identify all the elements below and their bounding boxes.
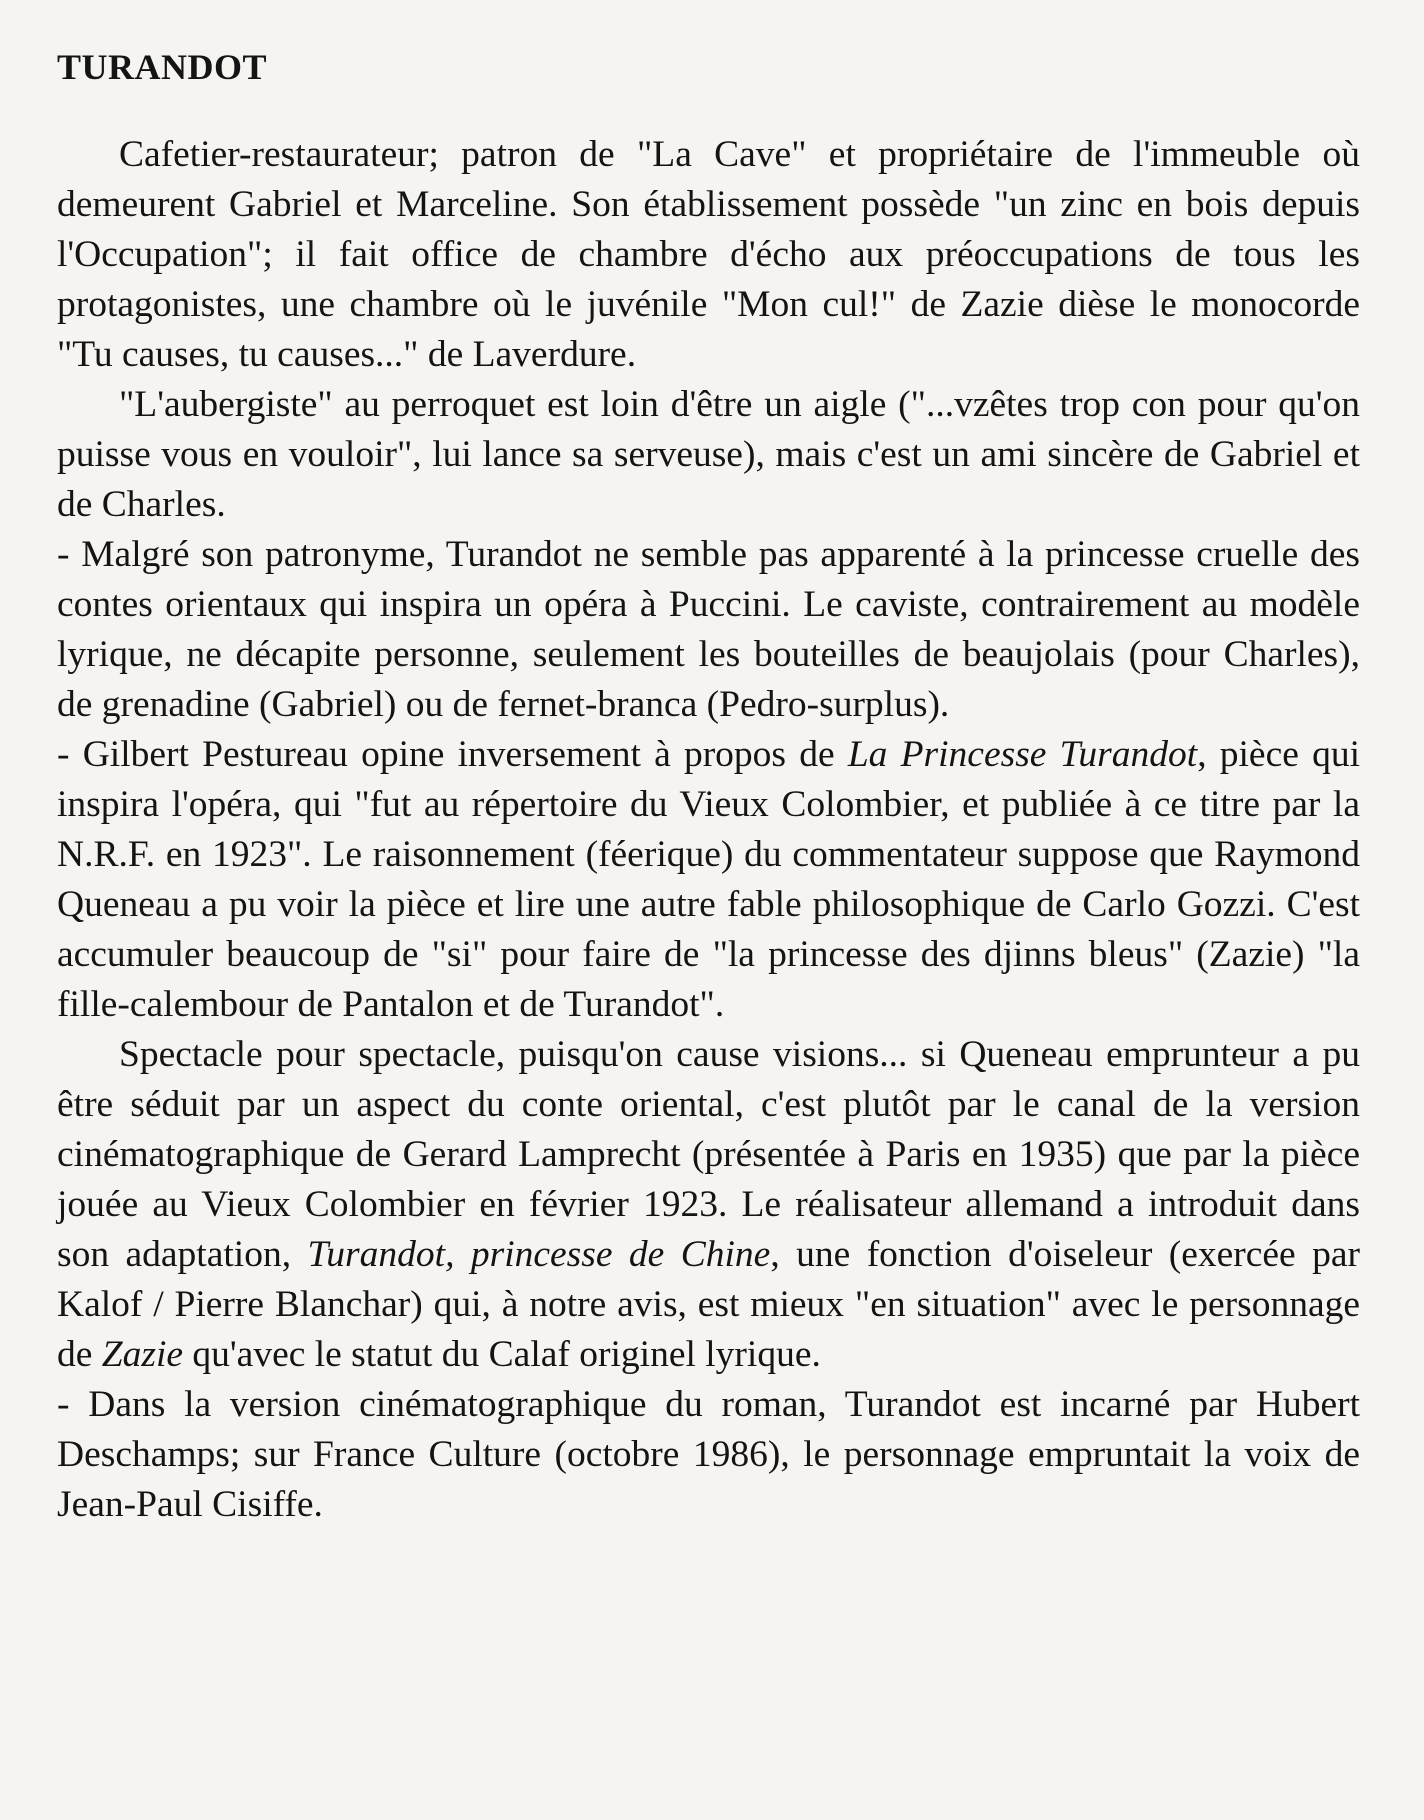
paragraph-4-text-b: , pièce qui inspira l'opéra, qui "fut au répertoire du Vieux Colombier, et publiée à ce titre par la N.R.F. en 1923". Le raisonnement (féerique) du commentateur suppose que Raymond Queneau a pu voir la pièce et lire une autre fable philosophique de Carlo Gozzi. C'est accumuler beaucoup de "si" pour faire de "la princesse des djinns bleus" (Zazie) "la fille-calembour de Pantalon et de Turandot". — [57, 734, 1360, 1026]
paragraph-4-text-a: - Gilbert Pestureau opine inversement à propos de — [57, 734, 848, 776]
paragraph-2: "L'aubergiste" au perroquet est loin d'être un aigle ("...vzêtes trop con pour qu'on puisse vous en vouloir", lui lance sa serveuse), mais c'est un ami sincère de Gabriel et de Charles. — [57, 384, 1360, 526]
paragraph-5-text-c: qu'avec le statut du Calaf originel lyrique. — [183, 1334, 821, 1376]
paragraph-1: Cafetier-restaurateur; patron de "La Cave" et propriétaire de l'immeuble où demeurent Gabriel et Marceline. Son établissement possède "un zinc en bois depuis l'Occupation"; il fait office de chambre d'écho aux préoccupations de tous les protagonistes, une chambre où le juvénile "Mon cul!" de Zazie dièse le monocorde "Tu causes, tu causes..." de Laverdure. — [57, 134, 1360, 376]
paragraph-5 — [57, 1030, 1360, 1380]
paragraph-4 — [57, 730, 1360, 1030]
paragraph-5-italic-zazie: Zazie — [101, 1334, 184, 1376]
paragraph-5-text-a: Spectacle pour spectacle, puisqu'on cause visions... si Queneau emprunteur a pu être séduit par un aspect du conte oriental, c'est plutôt par le canal de la version cinématographique de Gerard Lamprecht (présentée à Paris en 1935) que par la pièce jouée au Vieux Colombier en février 1923. Le réalisateur allemand a introduit dans son adaptation, — [57, 1034, 1360, 1276]
paragraph-6: - Dans la version cinématographique du roman, Turandot est incarné par Hubert Deschamps; sur France Culture (octobre 1986), le personnage empruntait la voix de Jean-Paul Cisiffe. — [57, 1384, 1360, 1526]
paragraph-5-italic-film-title: Turandot, princesse de Chine — [307, 1234, 771, 1276]
paragraph-5-text-b: , une fonction d'oiseleur (exercée par Kalof / Pierre Blanchar) qui, à notre avis, est mieux "en situation" avec le personnage de — [57, 1234, 1360, 1376]
paragraph-3: - Malgré son patronyme, Turandot ne semble pas apparenté à la princesse cruelle des contes orientaux qui inspira un opéra à Puccini. Le caviste, contrairement au modèle lyrique, ne décapite personne, seulement les bouteilles de beaujolais (pour Charles), de grenadine (Gabriel) ou de fernet-branca (Pedro-surplus). — [57, 534, 1360, 726]
paragraph-4-italic-title: La Princesse Turandot — [847, 734, 1198, 776]
entry-title: TURANDOT — [57, 47, 268, 87]
document-page — [57, 46, 1360, 1530]
